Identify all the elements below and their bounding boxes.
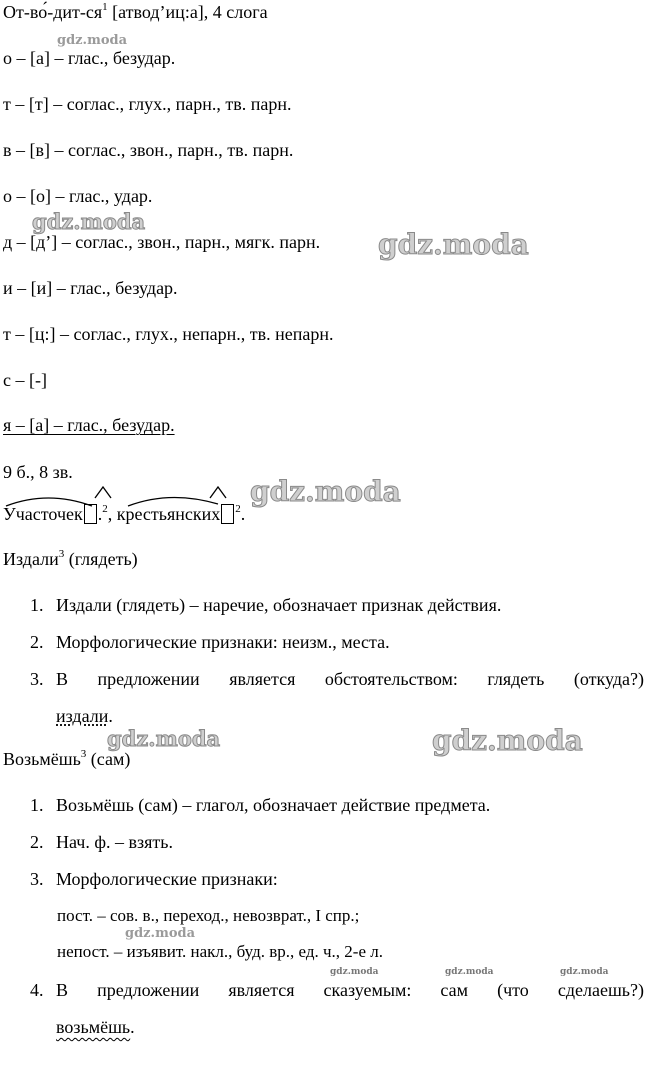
watermark: gdz.moda (560, 967, 609, 977)
footnote-mark: 3 (80, 748, 87, 760)
phonetic-line: о – [а] – глас., безудар. (3, 48, 176, 68)
footnote-mark: 1 (102, 1, 108, 13)
predicate-word: возьмёшь (56, 1017, 131, 1037)
ending-box (84, 504, 97, 524)
watermark: gdz.moda (32, 209, 146, 234)
footnote-mark: 2 (102, 503, 108, 515)
morpheme-word-2: крестьянских (116, 504, 221, 524)
section-heading-vozmesh: Возьмёшь$^3$ (сам) (3, 748, 131, 769)
word-syllables-line (3, 1, 268, 23)
phonetic-line: в – [в] – соглас., звон., парн., тв. парн. (3, 140, 294, 160)
watermark: gdz.moda (107, 726, 221, 751)
phonetic-line-last: я – [а] – глас., безудар. (3, 415, 175, 435)
ending-box (221, 504, 234, 524)
word-syllables: От-во́-дит-ся (3, 2, 103, 22)
phonetic-line: д – [д’] – соглас., звон., парн., мягк. парн. (3, 232, 321, 252)
phonetic-line: т – [ц:] – соглас., глух., непарн., тв. непарн. (3, 324, 334, 344)
phonetic-line: т – [т] – соглас., глух., парн., тв. парн. (3, 94, 292, 114)
letters-sounds-summary: 9 б., 8 зв. (3, 462, 73, 482)
watermark: gdz.moda (57, 33, 128, 48)
phonetic-line: с – [-] (3, 370, 47, 390)
watermark: gdz.moda (330, 967, 379, 977)
footnote-mark: 2 (235, 503, 241, 515)
footnote-mark: 3 (58, 548, 65, 560)
watermark: gdz.moda (378, 228, 529, 261)
adverbial-word: издали (56, 706, 109, 726)
morph-permanent: пост. – сов. в., переход., невозврат., I спр.; (57, 906, 360, 925)
phonetic-line: о – [о] – глас., удар. (3, 186, 153, 206)
morpheme-word-1: Участочек (3, 504, 83, 524)
watermark: gdz.moda (125, 926, 196, 941)
morph-nonpermanent: непост. – изъявит. накл., буд. вр., ед. ч., 2-е л. (57, 942, 383, 961)
morpheme-line: Участочек .$^2$, крестьянских $^2$. (3, 503, 246, 524)
watermark: gdz.moda (432, 724, 583, 757)
section-heading-izdali: Издали$^3$ (глядеть) (3, 548, 138, 569)
phonetic-line: и – [и] – глас., безудар. (3, 278, 178, 298)
watermark: gdz.moda (250, 475, 401, 508)
transcription: [атвод’иц:а], 4 слога (107, 2, 268, 22)
watermark: gdz.moda (445, 967, 494, 977)
